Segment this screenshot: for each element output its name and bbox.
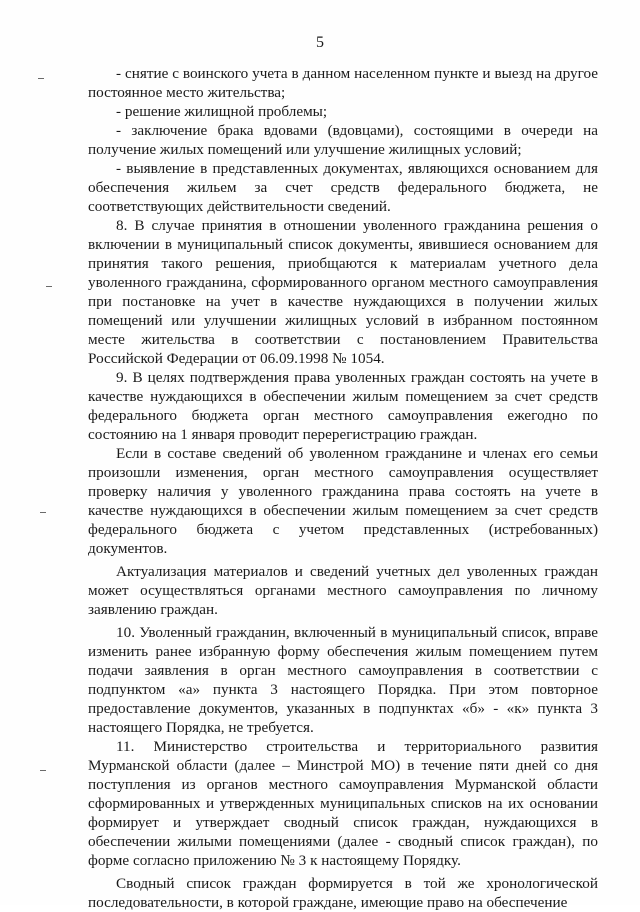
document-body: [88, 64, 598, 912]
clause-9-actualization: Актуализация материалов и сведений учетных дел уволенных граждан может осуществляться органами местного самоуправления по личному заявлению граждан.: [88, 563, 598, 618]
scan-mark: [40, 770, 46, 771]
clause-9: 9. В целях подтверждения права уволенных граждан состоять на учете в качестве нуждающихся в обеспечении жилым помещением за счет средств федерального бюджета орган местного самоуправления ежегодно по состоянию на 1 января проводит перерегистрацию граждан.: [88, 369, 598, 443]
list-item-marriage: - заключение брака вдовами (вдовцами), состоящими в очереди на получение жилых помещений или улучшение жилищных условий;: [88, 122, 598, 158]
list-item-false-information: - выявление в представленных документах, являющихся основанием для обеспечения жильем за счет средств федерального бюджета, не соответствующих действительности сведений.: [88, 160, 598, 215]
scan-mark: [38, 78, 44, 79]
list-item-housing-solved: - решение жилищной проблемы;: [116, 103, 328, 120]
list-item-military-deregistration: - снятие с воинского учета в данном населенном пункте и выезд на другое постоянное место жительства;: [88, 65, 598, 101]
clause-10: 10. Уволенный гражданин, включенный в муниципальный список, вправе изменить ранее избранную форму обеспечения жилым помещением путем подачи заявления в орган местного самоуправления в соответствии с подпунктом «а» пункта 3 настоящего Порядка. При этом повторное предоставление документов, указанных в подпунктах «б» - «к» пункта 3 настоящего Порядка, не требуется.: [88, 624, 598, 736]
clause-11: 11. Министерство строительства и территориального развития Мурманской области (далее – Минстрой МО) в течение пяти дней со дня поступления из органов местного самоуправления Мурманской области сформированных и утвержденных муниципальных списков на их основании формирует и утверждает сводный список граждан, нуждающихся в обеспечении жилыми помещениями (далее - сводный список граждан), по форме согласно приложению № 3 к настоящему Порядку.: [88, 738, 598, 869]
scan-mark: [46, 286, 52, 287]
clause-8: 8. В случае принятия в отношении уволенного гражданина решения о включении в муниципальный список документы, явившиеся основанием для принятия такого решения, приобщаются к материалам учетного дела уволенного гражданина, сформированного органом местного самоуправления при постановке на учет в качестве нуждающихся в получении жилых помещений или улучшении жилищных условий в избранном постоянном месте жительства в соответствии с постановлением Правительства Российской Федерации от 06.09.1998 № 1054.: [88, 217, 598, 367]
clause-11-consolidated-list: Сводный список граждан формируется в той же хронологической последовательности, в которой граждане, имеющие право на обеспечение: [88, 875, 598, 911]
clause-9-changes: Если в составе сведений об уволенном гражданине и членах его семьи произошли изменения, орган местного самоуправления осуществляет проверку наличия у уволенного гражданина права состоять на учете в качестве нуждающихся в обеспечении жилым помещением за счет средств федерального бюджета с учетом представленных (истребованных) документов.: [88, 445, 598, 557]
scan-mark: [40, 512, 46, 513]
page-number: 5: [316, 34, 324, 51]
